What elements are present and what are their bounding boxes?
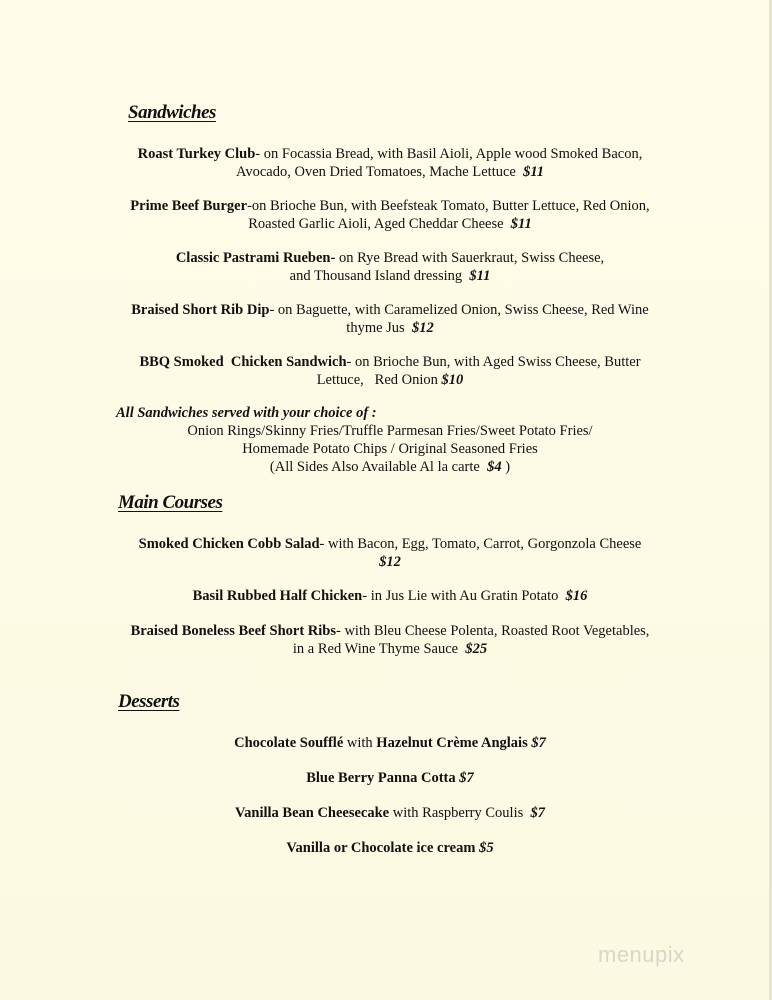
item-description: Lettuce, Red Onion bbox=[316, 372, 438, 388]
item-price: $16 bbox=[565, 588, 588, 604]
menu-item-blue-berry-panna-cotta bbox=[40, 769, 740, 787]
sides-a-la-carte-close: ) bbox=[501, 459, 511, 475]
menu-item-smoked-chicken-cobb-salad bbox=[40, 535, 740, 571]
item-description: on Rye Bread with Sauerkraut, Swiss Cheese, bbox=[335, 250, 605, 266]
item-description: with Raspberry Coulis bbox=[389, 805, 524, 821]
item-name: Roast Turkey Club bbox=[137, 146, 256, 162]
item-description: Avocado, Oven Dried Tomatoes, Mache Lettuce bbox=[235, 164, 516, 180]
menu-item-prime-beef-burger bbox=[40, 197, 740, 233]
item-description: -on Brioche Bun, with Beefsteak Tomato, Butter Lettuce, Red Onion, bbox=[247, 198, 650, 214]
watermark-logo: menupix bbox=[598, 942, 685, 967]
item-name: BBQ Smoked Chicken Sandwich bbox=[139, 354, 347, 370]
item-description: in a Red Wine Thyme Sauce bbox=[292, 641, 459, 657]
sides-a-la-carte-line bbox=[40, 458, 740, 476]
item-name: Vanilla Bean Cheesecake bbox=[234, 805, 390, 821]
item-price: $11 bbox=[523, 164, 545, 180]
sandwich-sides-note bbox=[40, 404, 740, 476]
section-title-main-courses: Main Courses bbox=[118, 492, 223, 513]
item-name: Classic Pastrami Rueben- bbox=[175, 250, 336, 266]
item-price: $11 bbox=[510, 216, 532, 232]
section-title-desserts: Desserts bbox=[118, 691, 180, 712]
item-description: Roasted Garlic Aioli, Aged Cheddar Cheese bbox=[248, 216, 504, 232]
menu-item-basil-rubbed-half-chicken bbox=[40, 587, 740, 605]
sides-a-la-carte-price: $4 bbox=[487, 459, 502, 475]
item-description: thyme Jus bbox=[346, 320, 405, 336]
item-price: $11 bbox=[469, 268, 491, 284]
item-price: $7 bbox=[531, 735, 546, 751]
item-price: $7 bbox=[459, 770, 474, 786]
sides-list-line: Homemade Potato Chips / Original Seasoned Fries bbox=[242, 441, 538, 457]
item-price: $10 bbox=[441, 372, 464, 388]
item-name: Vanilla or Chocolate ice cream bbox=[286, 840, 476, 856]
item-description: with bbox=[343, 735, 377, 751]
item-name: Blue Berry Panna Cotta bbox=[306, 770, 456, 786]
item-price: $5 bbox=[479, 840, 494, 856]
item-name: Braised Boneless Beef Short Ribs bbox=[130, 623, 336, 639]
item-name: Smoked Chicken Cobb Salad bbox=[138, 536, 320, 552]
item-price: $12 bbox=[379, 554, 401, 570]
section-title-sandwiches: Sandwiches bbox=[128, 102, 216, 123]
item-name: Prime Beef Burger bbox=[130, 198, 248, 214]
item-price: $25 bbox=[465, 641, 488, 657]
sides-intro: All Sandwiches served with your choice of : bbox=[116, 405, 377, 421]
item-description: - on Focassia Bread, with Basil Aioli, Apple wood Smoked Bacon, bbox=[255, 146, 643, 162]
menu-item-braised-boneless-beef-short-ribs bbox=[40, 622, 740, 658]
item-description: - in Jus Lie with Au Gratin Potato bbox=[362, 588, 559, 604]
sides-list-line: Onion Rings/Skinny Fries/Truffle Parmesan Fries/Sweet Potato Fries/ bbox=[187, 423, 593, 439]
menu-item-roast-turkey-club bbox=[40, 145, 740, 181]
item-price: $7 bbox=[530, 805, 545, 821]
menu-item-classic-pastrami-rueben bbox=[40, 249, 740, 285]
item-description: - on Brioche Bun, with Aged Swiss Cheese, Butter bbox=[346, 354, 641, 370]
item-description: - with Bleu Cheese Polenta, Roasted Root Vegetables, bbox=[335, 623, 650, 639]
item-name: Braised Short Rib Dip bbox=[131, 302, 270, 318]
menu-item-vanilla-or-chocolate-ice-cream bbox=[40, 839, 740, 857]
menu-item-vanilla-bean-cheesecake bbox=[40, 804, 740, 822]
item-name: Chocolate Soufflé bbox=[234, 735, 344, 751]
menu-item-chocolate-souffle bbox=[40, 734, 740, 752]
sides-a-la-carte-text: (All Sides Also Available Al la carte bbox=[269, 459, 480, 475]
item-price: $12 bbox=[411, 320, 434, 336]
item-description: - on Baguette, with Caramelized Onion, Swiss Cheese, Red Wine bbox=[269, 302, 649, 318]
menu-item-bbq-smoked-chicken-sandwich bbox=[40, 353, 740, 389]
item-name: Basil Rubbed Half Chicken bbox=[192, 588, 363, 604]
menu-item-braised-short-rib-dip bbox=[40, 301, 740, 337]
item-description: - with Bacon, Egg, Tomato, Carrot, Gorgonzola Cheese bbox=[319, 536, 642, 552]
item-description: and Thousand Island dressing bbox=[289, 268, 463, 284]
item-name-accompaniment: Hazelnut Crème Anglais bbox=[376, 735, 528, 751]
